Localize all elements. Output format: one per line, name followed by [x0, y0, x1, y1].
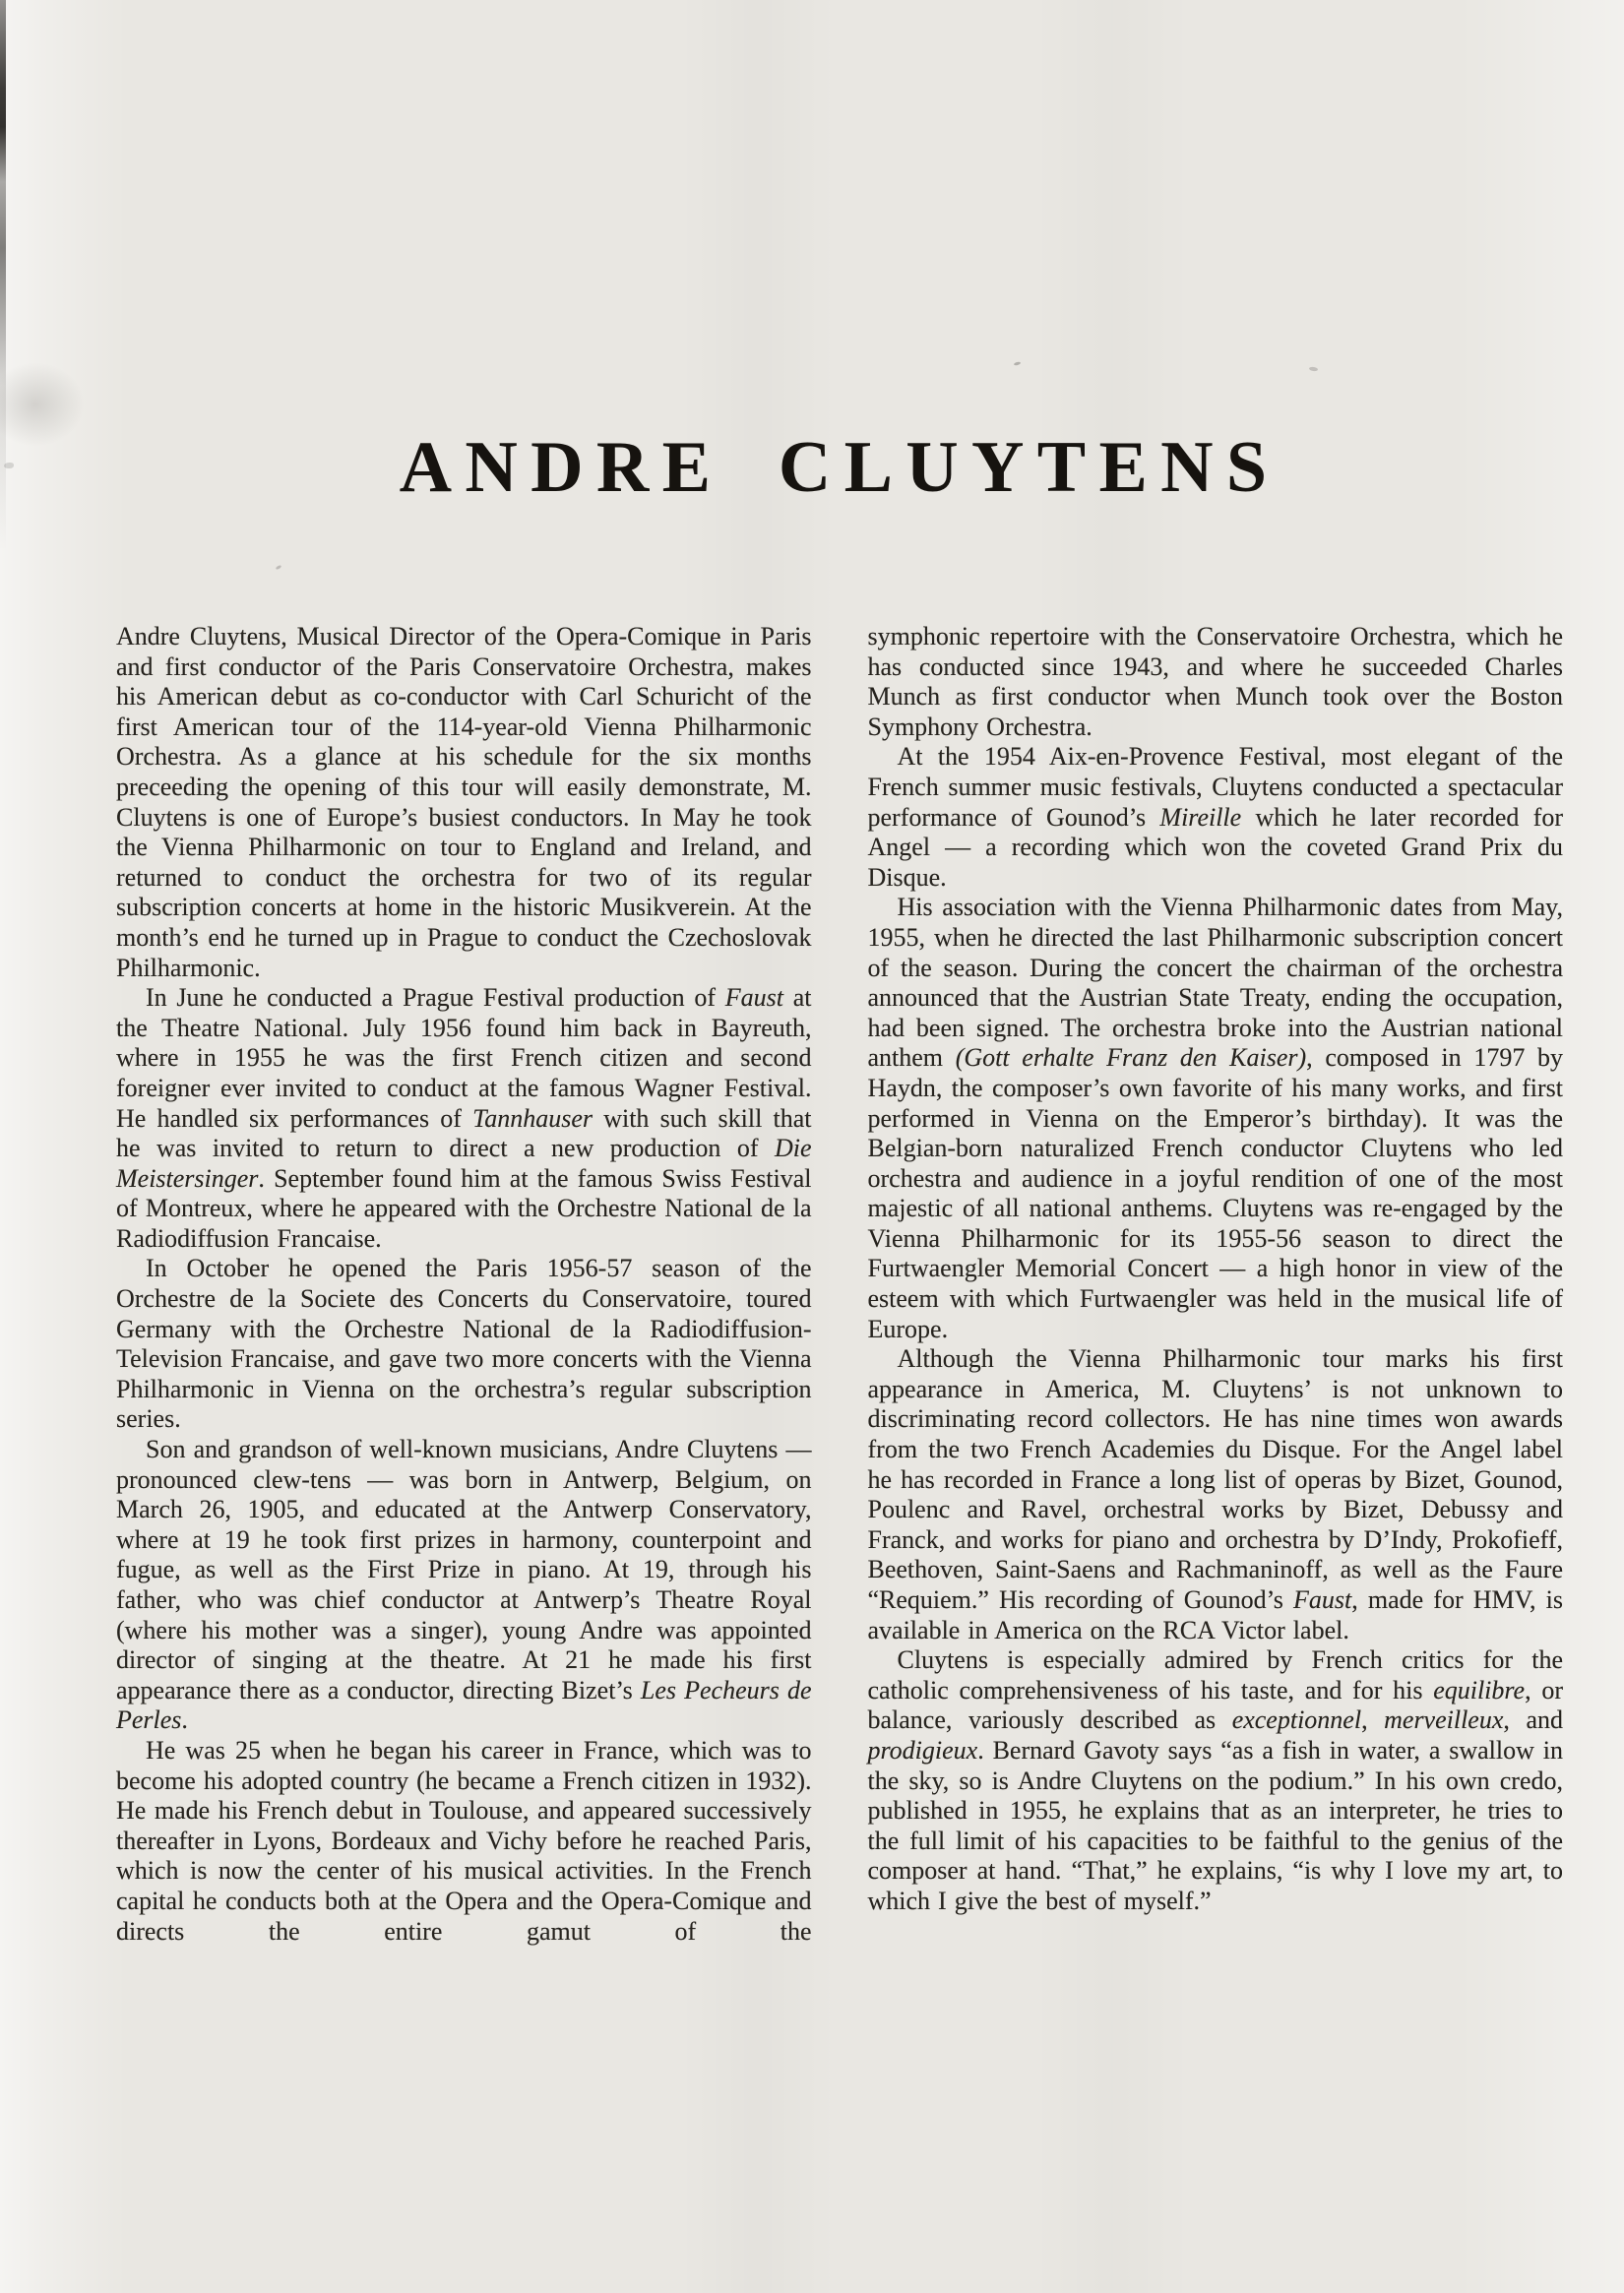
italic-text: Tannhauser — [472, 1103, 593, 1133]
scan-smudge — [0, 362, 85, 447]
scan-speck — [4, 463, 14, 468]
italic-text: Mireille — [1159, 802, 1242, 832]
italic-text: (Gott erhalte Franz den Kaiser) — [955, 1043, 1307, 1073]
paragraph — [868, 622, 1564, 742]
body-text: . September found him at the famous Swiss Festival of Montreux, where he appeared with the Orchestre National de la Radiodiffusion Francaise. — [116, 1163, 812, 1253]
paragraph — [116, 1736, 812, 1947]
italic-text: prodigieux — [867, 1735, 978, 1765]
page-content — [116, 0, 1563, 1947]
paragraph — [868, 1645, 1564, 1916]
body-text: , and — [1503, 1705, 1563, 1735]
paragraph — [116, 622, 812, 983]
body-text: He was 25 when he began his career in France, which was to become his adopted country (he became a French citizen in 1932). He made his French debut in Toulouse, and appeared successively thereafter in Lyons, Bordeaux and Vichy before he reached Paris, which is now the center of his musical activities. In the French capital he conducts both at the Opera and the Opera-Comique and directs the entire gamut of the — [116, 1735, 812, 1946]
scan-edge-shadow — [0, 0, 6, 551]
body-text: At the 1954 Aix-en-Provence Festival, most elegant of the French summer music festivals, Cluytens conducted a spectacular performance of Gounod’s — [867, 742, 1563, 832]
body-text: . Bernard Gavoty says “as a fish in water, a swallow in the sky, so is Andre Cluytens on the podium.” In his own credo, published in 1955, he explains that as an interpreter, he tries to the full limit of his capacities to be faithful to the genius of the composer at hand. “That,” he explains, “is why I love my art, to which I give the best of myself.” — [867, 1735, 1563, 1915]
body-text: In October he opened the Paris 1956-57 season of the Orchestre de la Societe des Concerts du Conservatoire, toured Germany with the Orchestre National de la Radiodiffusion-Television Francaise, and gave two more concerts with the Vienna Philharmonic in Vienna on the orchestra’s regular subscription series. — [116, 1254, 812, 1434]
paragraph — [116, 1435, 812, 1736]
body-text: Although the Vienna Philharmonic tour marks his first appearance in America, M. Cluytens’ is not unknown to discriminating record collectors. He has nine times won awards from the two French Academies du Disque. For the Angel label he has recorded in France a long list of operas by Bizet, Gounod, Poulenc and Ravel, orchestral works by Bizet, Debussy and Franck, and works for piano and orchestra by D’Indy, Prokofieff, Beethoven, Saint-Saens and Rachmaninoff, as well as the Faure “Requiem.” His recording of Gounod’s — [867, 1344, 1563, 1614]
paragraph — [116, 1254, 812, 1435]
paragraph — [116, 983, 812, 1254]
italic-text: exceptionnel — [1231, 1705, 1362, 1735]
paragraph — [868, 893, 1564, 1344]
body-text: . — [181, 1705, 188, 1735]
italic-text: equilibre — [1433, 1675, 1526, 1704]
body-text: His association with the Vienna Philharmonic dates from May, 1955, when he directed the last Philharmonic subscription concert of the season. During the concert the chairman of the orchestra announced that the Austrian State Treaty, ending the occupation, had been signed. The orchestra broke into the Austrian national anthem — [867, 893, 1563, 1073]
article-columns — [116, 622, 1563, 1947]
italic-text: Faust — [1293, 1585, 1352, 1614]
body-text: , or balance, variously described as — [867, 1675, 1563, 1735]
body-text: , made for HMV, is available in America on the RCA Victor label. — [867, 1585, 1563, 1644]
body-text: Andre Cluytens, Musical Director of the Opera-Comique in Paris and first conductor of the Paris Conservatoire Orchestra, makes his American debut as co-conductor with Carl Schuricht of the first American tour of the 114-year-old Vienna Philharmonic Orchestra. As a glance at his schedule for the six months preceeding the opening of this tour will easily demonstrate, M. Cluytens is one of Europe’s busiest conductors. In May he took the Vienna Philharmonic on tour to England and Ireland, and returned to conduct the orchestra for two of its regular subscription concerts at home in the historic Musikverein. At the month’s end he turned up in Prague to conduct the Czechoslovak Philharmonic. — [116, 622, 812, 982]
page-title: ANDRE CLUYTENS — [399, 427, 1280, 508]
body-text: symphonic repertoire with the Conservatoire Orchestra, which he has conducted since 1943, and where he succeeded Charles Munch as first conductor when Munch took over the Boston Symphony Orchestra. — [867, 622, 1563, 741]
body-text: , — [1361, 1705, 1385, 1735]
text-column-right — [868, 622, 1564, 1947]
paragraph — [868, 1344, 1564, 1645]
body-text: Son and grandson of well-known musicians, Andre Cluytens — pronounced clew-tens — was born in Antwerp, Belgium, on March 26, 1905, and educated at the Antwerp Conservatory, where at 19 he took first prizes in harmony, counterpoint and fugue, as well as the First Prize in piano. At 19, through his father, who was chief conductor at Antwerp’s Theatre Royal (where his mother was a singer), young Andre was appointed director of singing at the theatre. At 21 he made his first appearance there as a conductor, directing Bizet’s — [116, 1435, 812, 1704]
italic-text: Die Meistersinger — [116, 1134, 812, 1193]
body-text: at the Theatre National. July 1956 found him back in Bayreuth, where in 1955 he was the first French citizen and second foreigner ever invited to conduct at the famous Wagner Festival. He handled six performances of — [116, 983, 812, 1133]
body-text: with such skill that he was invited to return to direct a new production of — [116, 1103, 812, 1163]
italic-text: Faust — [724, 983, 783, 1013]
paragraph — [868, 742, 1564, 893]
body-text: , composed in 1797 by Haydn, the composer’s own favorite of his many works, and first performed in Vienna on the Emperor’s birthday). It was the Belgian-born naturalized French conductor Cluytens who led orchestra and audience in a joyful rendition of one of the most majestic of all national anthems. Cluytens was re-engaged by the Vienna Philharmonic for its 1955-56 season to direct the Furtwaengler Memorial Concert — a high honor in view of the esteem with which Furtwaengler was held in the musical life of Europe. — [867, 1043, 1564, 1343]
italic-text: Les Pecheurs de Perles — [116, 1675, 812, 1735]
text-column-left — [116, 622, 812, 1947]
body-text: which he later recorded for Angel — a recording which won the coveted Grand Prix du Disque. — [867, 802, 1563, 892]
italic-text: merveilleux — [1384, 1705, 1504, 1735]
body-text: In June he conducted a Prague Festival production of — [146, 983, 725, 1013]
body-text: Cluytens is especially admired by French critics for the catholic comprehensiveness of his taste, and for his — [867, 1645, 1563, 1704]
